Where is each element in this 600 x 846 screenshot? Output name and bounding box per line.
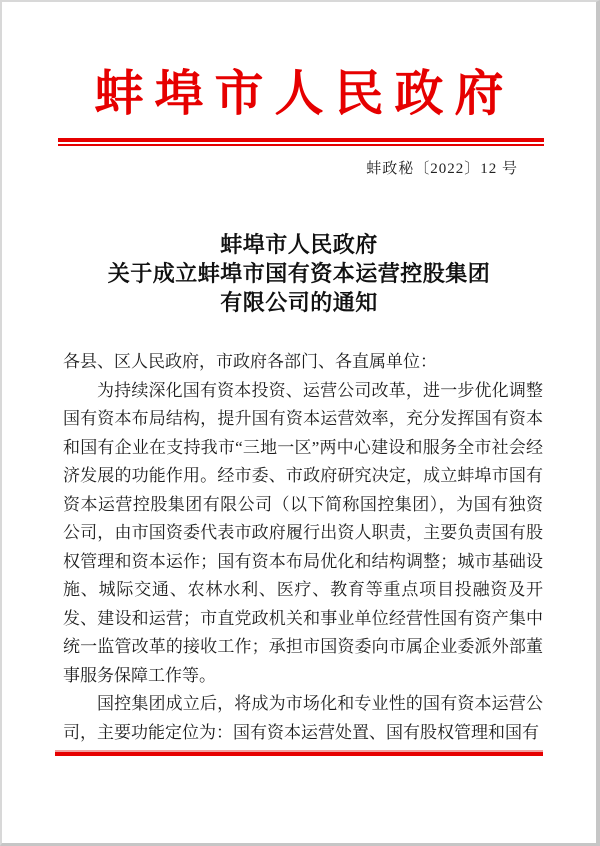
footer-divider bbox=[55, 750, 543, 756]
document-title-line-3: 有限公司的通知 bbox=[220, 290, 378, 315]
document-number: 蚌政秘〔2022〕12 号 bbox=[366, 161, 518, 177]
salutation: 各县、区人民政府，市政府各部门、各直属单位： bbox=[63, 352, 437, 371]
body-paragraph-1: 为持续深化国有资本投资、运营公司改革，进一步优化调整国有资本布局结构，提升国有资本运营效率，充分发挥国有资本和国有企业在支持我市“三地一区”两中心建设和服务全市社会经济发展的功能作用。经市委、市政府研究决定，成立蚌埠市国有资本运营控股集团有限公司（以下简称国控集团），为国有独资公司，由市国资委代表市政府履行出资人职责，主要负责国有股权管理和资本运作；国有资本布局优化和结构调整；城市基础设施、城际交通、农林水利、医疗、教育等重点项目投融资及开发、建设和运营；市直党政机关和事业单位经营性国有资产集中统一监管改革的接收工作；承担市国资委向市属企业委派外部董事服务保障工作等。 bbox=[63, 380, 543, 685]
letterhead-title: 蚌埠市人民政府 bbox=[94, 66, 515, 121]
document-title-line-1: 蚌埠市人民政府 bbox=[220, 232, 378, 257]
body-paragraph-2: 国控集团成立后，将成为市场化和专业性的国有资本运营公司，主要功能定位为：国有资本运营处置、国有股权管理和国有 bbox=[63, 694, 543, 742]
document-title bbox=[2, 230, 596, 317]
footer-divider-dark-line bbox=[55, 752, 543, 756]
letterhead-divider-thin-line bbox=[58, 144, 544, 146]
document-title-line-2: 关于成立蚌埠市国有资本运营控股集团 bbox=[107, 261, 491, 286]
document-body bbox=[63, 348, 543, 747]
letterhead-divider bbox=[58, 138, 544, 146]
